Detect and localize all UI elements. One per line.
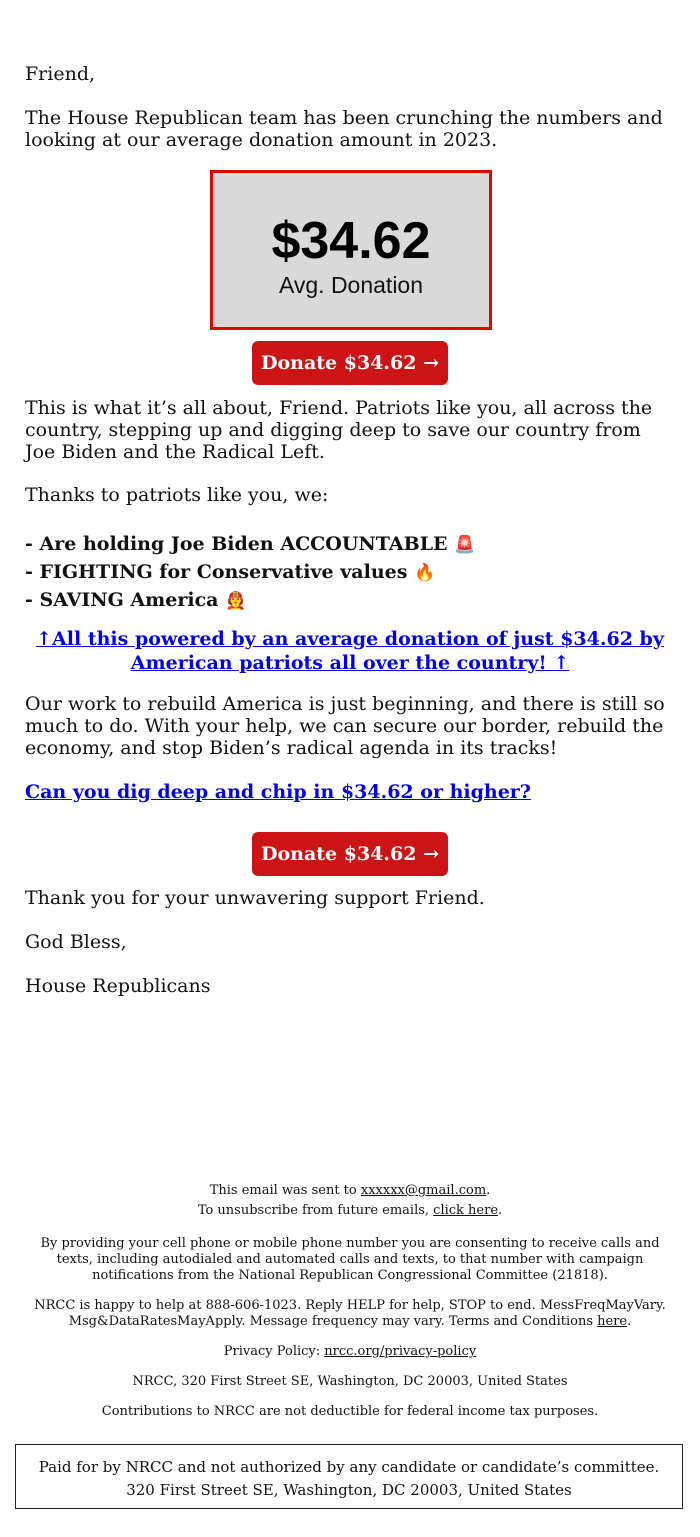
average-donation-link[interactable]: ↑All this powered by an average donation of just $34.62 by American patriots all over the country! ↑	[36, 628, 664, 674]
accomplishment-list	[25, 531, 475, 615]
footer-tax-notice: Contributions to NRCC are not deductible for federal income tax purposes.	[101, 1404, 599, 1419]
list-item: - SAVING America 🧑‍🚒	[25, 589, 247, 611]
list-item: - Are holding Joe Biden ACCOUNTABLE 🚨	[25, 533, 476, 555]
thank-you-line: Thank you for your unwavering support Friend.	[25, 887, 485, 909]
donate-button-secondary[interactable]: Donate $34.62 →	[252, 832, 448, 876]
footer-address: NRCC, 320 First Street SE, Washington, DC 20003, United States	[132, 1374, 568, 1389]
unsubscribe-link[interactable]: click here	[433, 1203, 499, 1218]
recipient-email-link[interactable]: xxxxxx@gmail.com	[360, 1183, 487, 1198]
work-paragraph: Our work to rebuild America is just beginning, and there is still so much to do. With your help, we can secure our border, rebuild the economy, and stop Biden’s radical agenda in its tracks!	[25, 693, 665, 759]
footer-sent-notice: This email was sent to xxxxxx@gmail.com. To unsubscribe from future emails, click here.	[197, 1183, 503, 1218]
chip-in-link[interactable]: Can you dig deep and chip in $34.62 or higher?	[25, 781, 531, 803]
terms-link[interactable]: here	[597, 1314, 628, 1329]
paid-for-disclaimer: Paid for by NRCC and not authorized by any candidate or candidate’s committee. 320 First Street SE, Washington, DC 20003, United States	[15, 1444, 683, 1509]
siren-icon: 🚨	[454, 535, 476, 555]
firefighter-icon: 🧑‍🚒	[225, 591, 247, 611]
average-donation-box	[210, 170, 492, 330]
intro-paragraph: The House Republican team has been crunching the numbers and looking at our average donation amount in 2023.	[25, 107, 663, 151]
list-item: - FIGHTING for Conservative values 🔥	[25, 561, 436, 583]
footer-privacy: Privacy Policy: nrcc.org/privacy-policy	[223, 1344, 477, 1359]
fire-icon: 🔥	[414, 563, 436, 583]
average-donation-label: Avg. Donation	[278, 272, 424, 298]
footer-consent: By providing your cell phone or mobile phone number you are consenting to receive calls and texts, including autodialed and automated calls and texts, to that number with campaign notifications from the National Republican Congressional Committee (21818).	[40, 1236, 660, 1283]
donate-button[interactable]: Donate $34.62 →	[252, 341, 448, 385]
thanks-paragraph: Thanks to patriots like you, we:	[25, 484, 329, 506]
average-donation-value: $34.62	[271, 212, 431, 270]
footer-help: NRCC is happy to help at 888-606-1023. Reply HELP for help, STOP to end. MessFreqMayVary. Msg&DataRatesMayApply. Message frequency may vary. Terms and Conditions here.	[34, 1298, 666, 1329]
blessing-line: God Bless,	[25, 931, 127, 953]
greeting: Friend,	[25, 63, 96, 85]
privacy-policy-link[interactable]: nrcc.org/privacy-policy	[324, 1344, 477, 1359]
signature: House Republicans	[25, 975, 211, 997]
about-paragraph: This is what it’s all about, Friend. Patriots like you, all across the country, stepping up and digging deep to save our country from Joe Biden and the Radical Left.	[25, 397, 653, 463]
